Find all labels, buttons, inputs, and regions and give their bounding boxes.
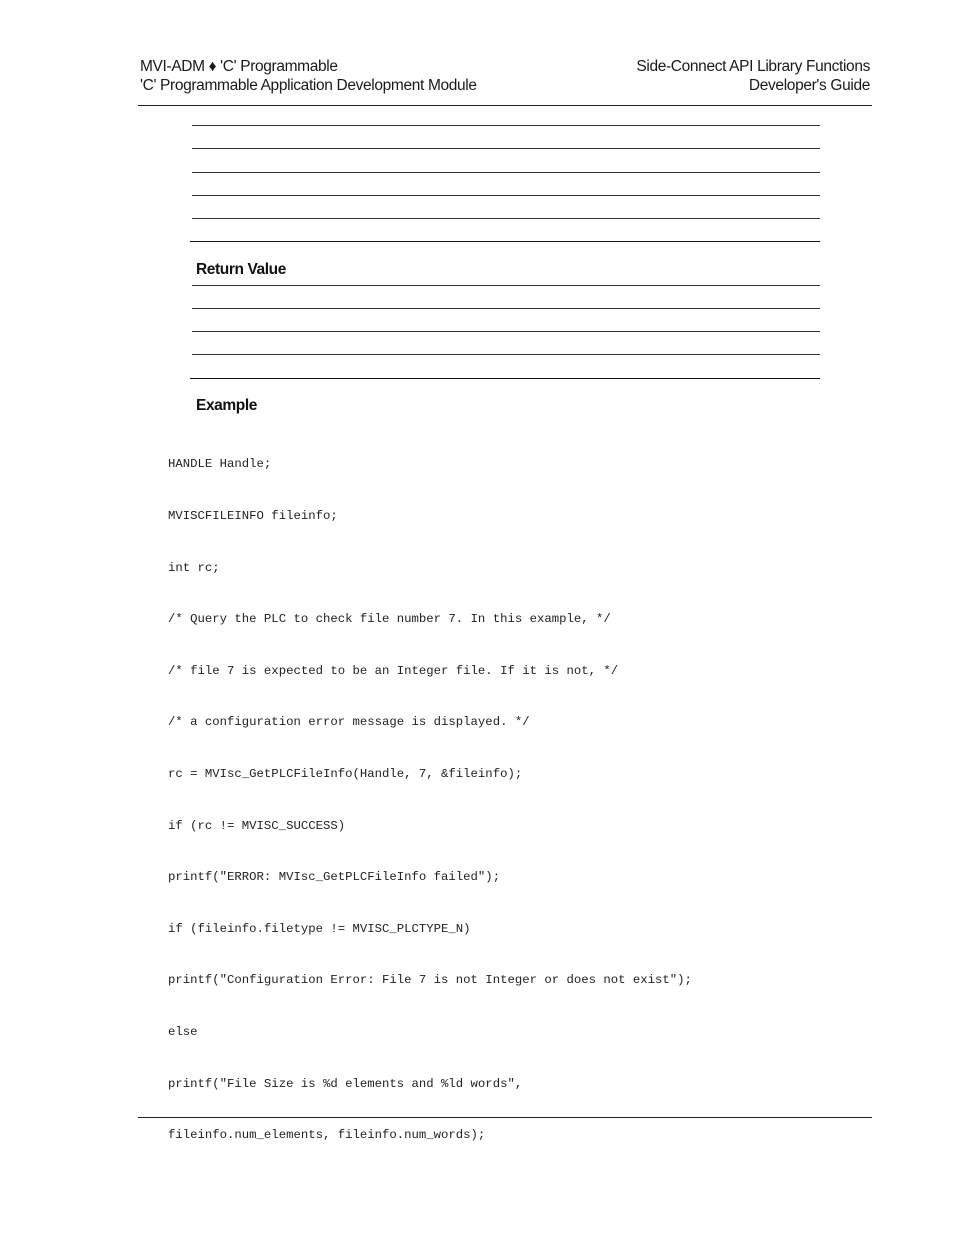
code-example (168, 422, 692, 1162)
table-row-divider (192, 125, 820, 126)
page-header-right (636, 57, 870, 95)
code-line: int rc; (168, 560, 220, 575)
code-line: HANDLE Handle; (168, 457, 272, 472)
header-guide-title: Developer's Guide (748, 77, 870, 94)
table-bottom-border (190, 378, 820, 379)
code-line: if (fileinfo.filetype != MVISC_PLCTYPE_N) (168, 921, 471, 936)
table-row-divider (192, 331, 820, 332)
table-row-divider (192, 172, 820, 173)
header-chapter-title: Side-Connect API Library Functions (636, 58, 870, 75)
table-row-divider (192, 218, 820, 219)
table-row-divider (192, 354, 820, 355)
code-line: else (168, 1024, 198, 1039)
code-line: rc = MVIsc_GetPLCFileInfo(Handle, 7, &fileinfo); (168, 766, 523, 781)
table-row-divider (192, 195, 820, 196)
table-row-divider (192, 148, 820, 149)
table-row-divider (192, 285, 820, 286)
example-heading: Example (196, 397, 257, 414)
header-divider (138, 105, 872, 106)
code-line: fileinfo.num_elements, fileinfo.num_words); (168, 1128, 486, 1143)
code-line: /* file 7 is expected to be an Integer file. If it is not, */ (168, 663, 619, 678)
return-value-heading: Return Value (196, 261, 286, 278)
footer-divider (138, 1117, 872, 1118)
header-product-title: MVI-ADM ♦ 'C' Programmable (140, 58, 338, 75)
table-row-divider (192, 308, 820, 309)
table-bottom-border (190, 241, 820, 242)
code-line: printf("ERROR: MVIsc_GetPLCFileInfo failed"); (168, 870, 501, 885)
code-line: printf("Configuration Error: File 7 is not Integer or does not exist"); (168, 973, 692, 988)
page-header-left (140, 57, 477, 95)
header-product-subtitle: 'C' Programmable Application Development Module (140, 77, 477, 94)
code-line: /* Query the PLC to check file number 7. In this example, */ (168, 612, 611, 627)
code-line: printf("File Size is %d elements and %ld words", (168, 1076, 523, 1091)
code-line: MVISCFILEINFO fileinfo; (168, 509, 338, 523)
code-line: if (rc != MVISC_SUCCESS) (168, 818, 346, 833)
code-line: /* a configuration error message is displayed. */ (168, 715, 530, 730)
